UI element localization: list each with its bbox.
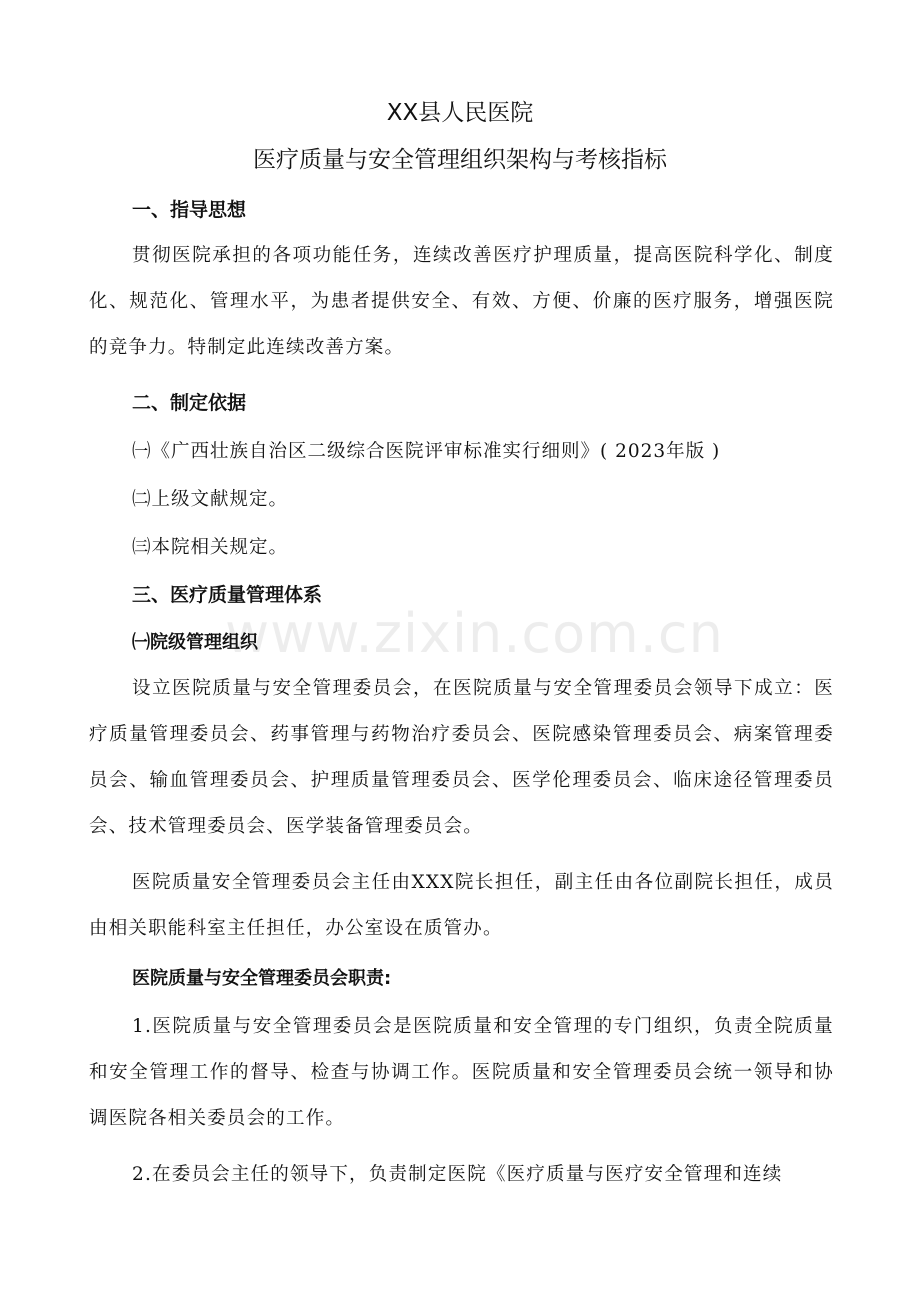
guiding-ideology-paragraph: 贯彻医院承担的各项功能任务，连续改善医疗护理质量，提高医院科学化、制度化、规范化、管理水平，为患者提供安全、有效、方便、价廉的医疗服务，增强医院的竞争力。特制定此连续改善方案。 — [89, 245, 834, 358]
committee-members-paragraph: 医院质量安全管理委员会主任由XXX院长担任，副主任由各位副院长担任，成员由相关职能科室主任担任，办公室设在质管办。 — [89, 872, 834, 939]
duty-2-paragraph: 2.在委员会主任的领导下，负责制定医院《医疗质量与医疗安全管理和连续 — [132, 1164, 783, 1185]
duty-1-paragraph: 1.医院质量与安全管理委员会是医院质量和安全管理的专门组织，负责全院质量和安全管理工作的督导、检查与协调工作。医院质量和安全管理委员会统一领导和协调医院各相关委员会的工作。 — [89, 1016, 834, 1129]
document-title: 医疗质量与安全管理组织架构与考核指标 — [253, 147, 667, 173]
sub-heading-hospital-organization: ㈠院级管理组织 — [132, 632, 258, 653]
watermark: www.zixin.com.cn — [225, 602, 724, 665]
section-heading-basis: 二、制定依据 — [132, 392, 247, 414]
organization-paragraph: 设立医院质量与安全管理委员会，在医院质量与安全管理委员会领导下成立：医疗质量管理委员会、药事管理与药物治疗委员会、医院感染管理委员会、病案管理委员会、输血管理委员会、护理质量管理委员会、医学伦理委员会、临床途径管理委员会、技术管理委员会、医学装备管理委员会。 — [89, 678, 834, 837]
basis-item-3: ㈢本院相关规定。 — [132, 537, 289, 558]
hospital-title: XX县人民医院 — [386, 100, 534, 126]
committee-duties-heading: 医院质量与安全管理委员会职责: — [132, 968, 392, 989]
section-heading-quality-system: 三、医疗质量管理体系 — [132, 584, 323, 606]
basis-item-1: ㈠《广西壮族自治区二级综合医院评审标准实行细则》( 2023年版 ) — [132, 441, 721, 462]
section-heading-guiding-ideology: 一、指导思想 — [132, 199, 247, 221]
basis-item-2: ㈡上级文献规定。 — [132, 489, 289, 510]
